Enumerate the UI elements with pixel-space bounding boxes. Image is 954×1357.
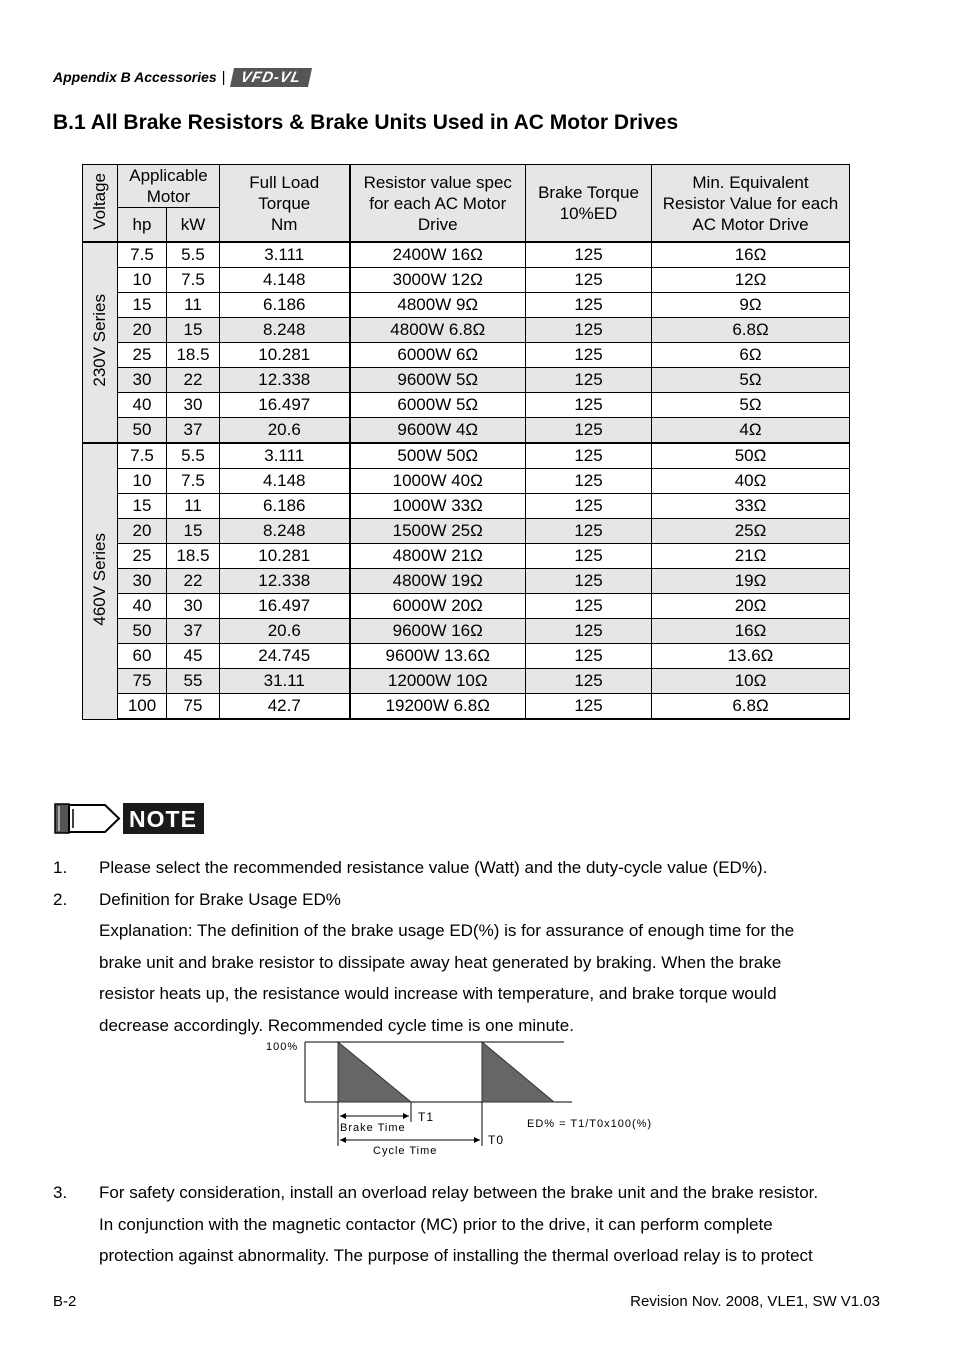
cell-hp: 50 [118,418,167,444]
cell-min-resistor: 13.6Ω [652,644,850,669]
cell-kw: 18.5 [167,343,220,368]
cell-min-resistor: 5Ω [652,393,850,418]
cell-min-resistor: 20Ω [652,594,850,619]
table-row [83,644,850,669]
cell-torque: 4.148 [220,469,350,494]
cell-torque: 3.111 [220,242,350,268]
header-min-equivalent: Min. Equivalent Resistor Value for each AC Motor Drive [652,165,850,243]
header-resistor-spec: Resistor value spec for each AC Motor Drive [350,165,526,243]
table-row [83,519,850,544]
revision-info: Revision Nov. 2008, VLE1, SW V1.03 [630,1293,880,1310]
cell-hp: 100 [118,694,167,720]
cell-brake-torque: 125 [526,694,652,720]
cell-hp: 75 [118,669,167,694]
cell-brake-torque: 125 [526,544,652,569]
cell-torque: 20.6 [220,619,350,644]
cell-brake-torque: 125 [526,494,652,519]
cell-hp: 15 [118,494,167,519]
cell-brake-torque: 125 [526,443,652,469]
cell-torque: 10.281 [220,343,350,368]
cell-resistor-spec: 1000W 40Ω [350,469,526,494]
cell-torque: 8.248 [220,318,350,343]
brake-pulse-1 [338,1042,411,1102]
ed-definition-diagram [262,1034,682,1164]
table-row [83,242,850,268]
table-row [83,569,850,594]
t0-label: T0 [488,1133,505,1147]
cell-brake-torque: 125 [526,569,652,594]
table-row [83,368,850,393]
cell-resistor-spec: 6000W 20Ω [350,594,526,619]
cell-torque: 24.745 [220,644,350,669]
cell-kw: 7.5 [167,469,220,494]
cell-min-resistor: 6.8Ω [652,318,850,343]
cell-brake-torque: 125 [526,594,652,619]
cell-resistor-spec: 4800W 19Ω [350,569,526,594]
note-label: NOTE [129,806,197,832]
cell-min-resistor: 16Ω [652,242,850,268]
cell-min-resistor: 50Ω [652,443,850,469]
cell-hp: 40 [118,594,167,619]
cell-hp: 60 [118,644,167,669]
cell-brake-torque: 125 [526,644,652,669]
page-number: B-2 [53,1293,77,1310]
note-item-1: 1. Please select the recommended resistance value (Watt) and the duty-cycle value (ED%). [53,858,768,877]
cell-min-resistor: 10Ω [652,669,850,694]
cell-kw: 11 [167,293,220,318]
cell-resistor-spec: 9600W 5Ω [350,368,526,393]
cell-brake-torque: 125 [526,293,652,318]
header-full-load-torque: Full Load Torque Nm [220,165,350,243]
table-row [83,418,850,444]
cell-torque: 20.6 [220,418,350,444]
cell-kw: 15 [167,318,220,343]
cell-min-resistor: 40Ω [652,469,850,494]
table-row [83,443,850,469]
cell-brake-torque: 125 [526,469,652,494]
cell-hp: 25 [118,343,167,368]
cell-brake-torque: 125 [526,519,652,544]
cell-kw: 5.5 [167,443,220,469]
table-row [83,594,850,619]
header-applicable-motor: Applicable Motor [118,165,220,208]
brake-resistor-table [82,164,850,720]
table-row [83,343,850,368]
cell-resistor-spec: 500W 50Ω [350,443,526,469]
table-row [83,494,850,519]
table-row [83,619,850,644]
cell-brake-torque: 125 [526,242,652,268]
page-header [53,66,310,88]
cell-hp: 20 [118,519,167,544]
cell-torque: 16.497 [220,594,350,619]
cell-min-resistor: 6Ω [652,343,850,368]
t1-label: T1 [418,1110,435,1124]
table-row [83,393,850,418]
cell-hp: 7.5 [118,443,167,469]
cell-torque: 6.186 [220,494,350,519]
cell-resistor-spec: 1000W 33Ω [350,494,526,519]
header-voltage: Voltage [83,165,118,243]
cell-resistor-spec: 2400W 16Ω [350,242,526,268]
section-title: B.1 All Brake Resistors & Brake Units Used in AC Motor Drives [53,111,679,134]
header-kw: kW [167,208,220,243]
cell-torque: 3.111 [220,443,350,469]
cell-hp: 30 [118,368,167,393]
cell-torque: 12.338 [220,368,350,393]
table-row [83,293,850,318]
cell-brake-torque: 125 [526,418,652,444]
note-item-3: 3. For safety consideration, install an overload relay between the brake unit and the brake resistor. In conjunction with the magnetic contactor (MC) prior to the drive, it can perform complete protection against abnormality. The purpose of installing the thermal overload relay is to protect [53,1183,819,1265]
cell-torque: 4.148 [220,268,350,293]
cell-resistor-spec: 12000W 10Ω [350,669,526,694]
header-hp: hp [118,208,167,243]
cell-resistor-spec: 9600W 16Ω [350,619,526,644]
cell-min-resistor: 16Ω [652,619,850,644]
cell-resistor-spec: 4800W 21Ω [350,544,526,569]
cell-torque: 10.281 [220,544,350,569]
note-icon [53,802,205,835]
vfd-vl-logo: VFD-VL [230,68,312,87]
y-label: 100% [266,1041,299,1053]
cell-min-resistor: 33Ω [652,494,850,519]
table-row [83,694,850,720]
cell-torque: 16.497 [220,393,350,418]
voltage-series-label: 460V Series [83,443,118,719]
table-row [83,268,850,293]
cell-min-resistor: 12Ω [652,268,850,293]
cell-brake-torque: 125 [526,368,652,393]
cell-kw: 5.5 [167,242,220,268]
table-row [83,669,850,694]
cell-brake-torque: 125 [526,268,652,293]
brake-pulse-2 [482,1042,554,1102]
cell-min-resistor: 19Ω [652,569,850,594]
header-separator: | [221,68,226,86]
cell-hp: 20 [118,318,167,343]
cell-hp: 40 [118,393,167,418]
cell-torque: 31.11 [220,669,350,694]
cell-resistor-spec: 1500W 25Ω [350,519,526,544]
cell-resistor-spec: 3000W 12Ω [350,268,526,293]
cell-min-resistor: 6.8Ω [652,694,850,720]
cell-min-resistor: 5Ω [652,368,850,393]
cell-hp: 25 [118,544,167,569]
cell-hp: 50 [118,619,167,644]
cell-hp: 10 [118,268,167,293]
voltage-series-label: 230V Series [83,242,118,443]
cell-min-resistor: 4Ω [652,418,850,444]
cell-brake-torque: 125 [526,393,652,418]
cell-resistor-spec: 4800W 6.8Ω [350,318,526,343]
cell-kw: 30 [167,393,220,418]
cell-hp: 15 [118,293,167,318]
table-row [83,318,850,343]
cell-kw: 37 [167,418,220,444]
cell-kw: 45 [167,644,220,669]
cell-kw: 37 [167,619,220,644]
cell-kw: 18.5 [167,544,220,569]
note-item-2: 2. Definition for Brake Usage ED% Explanation: The definition of the brake usage ED(%) is for assurance of enough time for the brake unit and brake resistor to dissipate away heat generated by braking. When the brake resistor heats up, the resistance would increase with temperature, and brake torque would decrease accordingly. Recommended cycle time is one minute. [53,889,795,1035]
cell-min-resistor: 21Ω [652,544,850,569]
cell-resistor-spec: 6000W 6Ω [350,343,526,368]
header-brake-torque: Brake Torque 10%ED [526,165,652,243]
cell-torque: 6.186 [220,293,350,318]
cell-kw: 15 [167,519,220,544]
cell-brake-torque: 125 [526,619,652,644]
cell-resistor-spec: 19200W 6.8Ω [350,694,526,720]
cell-kw: 7.5 [167,268,220,293]
cell-torque: 12.338 [220,569,350,594]
cell-resistor-spec: 9600W 13.6Ω [350,644,526,669]
cycle-time-label: Cycle Time [373,1145,438,1157]
cell-torque: 8.248 [220,519,350,544]
cell-torque: 42.7 [220,694,350,720]
cell-min-resistor: 9Ω [652,293,850,318]
table-row [83,469,850,494]
cell-min-resistor: 25Ω [652,519,850,544]
cell-brake-torque: 125 [526,318,652,343]
cell-resistor-spec: 4800W 9Ω [350,293,526,318]
header-section: Appendix B Accessories [53,69,217,85]
cell-brake-torque: 125 [526,669,652,694]
cell-kw: 30 [167,594,220,619]
cell-kw: 55 [167,669,220,694]
cell-kw: 22 [167,368,220,393]
ed-formula: ED% = T1/T0x100(%) [527,1118,653,1130]
cell-hp: 7.5 [118,242,167,268]
cell-kw: 75 [167,694,220,720]
cell-kw: 22 [167,569,220,594]
cell-hp: 30 [118,569,167,594]
cell-kw: 11 [167,494,220,519]
cell-hp: 10 [118,469,167,494]
table-row [83,544,850,569]
cell-brake-torque: 125 [526,343,652,368]
cell-resistor-spec: 9600W 4Ω [350,418,526,444]
cell-resistor-spec: 6000W 5Ω [350,393,526,418]
brake-time-label: Brake Time [340,1122,406,1134]
